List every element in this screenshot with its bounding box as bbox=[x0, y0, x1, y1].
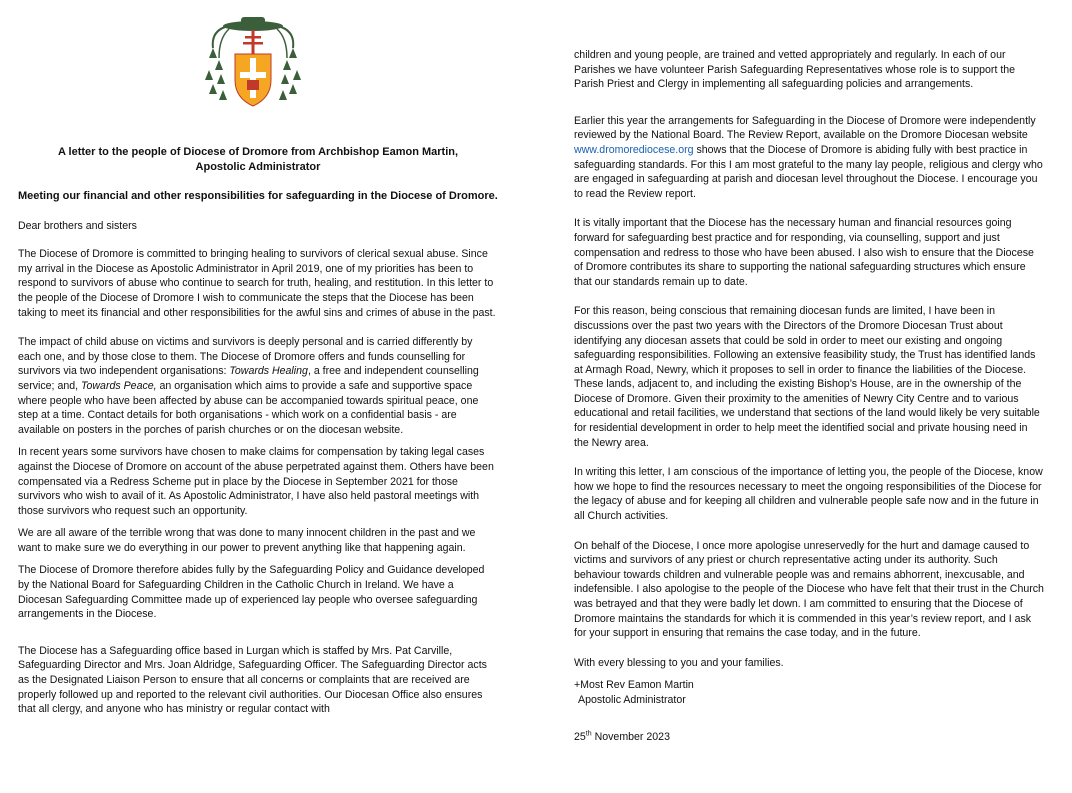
paragraph: In writing this letter, I am conscious of the importance of letting you, the people of the Diocese, know how we hope to find the resources necessary to meet the ongoing responsibilities of the Diocese for the legacy of abuse and for keeping all children and vulnerable people safe now and in the future in all Church activities. bbox=[574, 466, 1043, 523]
paragraph: children and young people, are trained and vetted appropriately and regularly. In each of our Parishes we have volunteer Parish Safeguarding Representatives whose role is to support the Parish Priest and Clergy in implementing all safeguarding policies and arrangements. bbox=[574, 49, 1016, 91]
letter-title: A letter to the people of Diocese of Dromore from Archbishop Eamon Martin, Apostolic Administrator bbox=[57, 146, 459, 173]
letter-subtitle: Meeting our financial and other responsibilities for safeguarding in the Diocese of Dromore. bbox=[18, 190, 498, 202]
paragraph: Earlier this year the arrangements for Safeguarding in the Diocese of Dromore were independently reviewed by the National Board. The Review Report, available on the Dromore Diocesan website www.dromorediocese.org shows that the Diocese of Dromore is abiding fully with best practice in safeguarding standards. For this I am most grateful to the many lay people, religious and clergy who are engaged in safeguarding at parish and diocesan level throughout the Diocese. I encourage you to read the Review report. bbox=[574, 114, 1043, 200]
signature-title: Apostolic Administrator bbox=[578, 693, 686, 706]
paragraph: The Diocese of Dromore is committed to bringing healing to survivors of clerical sexual abuse. Since my arrival in the Diocese as Apostolic Administrator in April 2019, one of my priorities has been to respond to survivors of abuse who continue to search for truth, healing, and restitution. In this letter to the people of the Diocese of Dromore I wish to communicate the steps that the Diocese has been taking to meet its financial and other responsibilities for the awful sins and crimes of abuse in the past. bbox=[18, 248, 496, 319]
paragraph: For this reason, being conscious that remaining diocesan funds are limited, I have been in discussions over the past two years with the Directors of the Dromore Diocesan Trust about identifying any diocesan assets that could be sold in order to meet our existing and ongoing safeguarding responsibilities. Following an extensive feasibility study, the Trust has identified lands at Armagh Road, Newry, which it proposes to sell in order to finance the liabilities of the Diocese. These lands, adjacent to, and including the existing Bishop’s House, are in the ownership of the Diocese of Dromore. Given their proximity to the amenities of Newry City Centre and to various educational and retail facilities, we understand that sections of the land would likely be very suitable for residential development in order to help meet the identified social and private housing need in the Newry area. bbox=[574, 305, 1040, 449]
salutation: Dear brothers and sisters bbox=[18, 219, 137, 232]
letter-right-column bbox=[574, 48, 1044, 744]
letter-date: 25th November 2023 bbox=[574, 730, 670, 743]
paragraph: The impact of child abuse on victims and survivors is deeply personal and is carried differently by each one, and by those close to them. The Diocese of Dromore offers and funds counselling for survivors via two independent organisations: Towards Healing, a free and independent counselling service; and, Towards Peace, an organisation which aims to provide a safe and supportive space where people who have been affected by abuse can be accompanied towards spiritual peace, one step at a time. Contact details for both organisations - which work on a confidential basis - are available on posters in the porches of parish churches or on the diocesan website. bbox=[18, 336, 479, 436]
paragraph: The Diocese has a Safeguarding office based in Lurgan which is staffed by Mrs. Pat Carville, Safeguarding Director and Mrs. Joan Aldridge, Safeguarding Officer. The Safeguarding Director acts as the Designated Liaison Person to ensure that all concerns or complaints that are received are properly followed up and reported to the relevant civil authorities. Our Diocesan Office also ensures that all clergy, and anyone who has ministry or regular contact with bbox=[18, 644, 487, 716]
archbishop-crest-icon bbox=[205, 14, 301, 114]
paragraph: On behalf of the Diocese, I once more apologise unreservedly for the hurt and damage caused to victims and survivors of any priest or church representative acting under its authority. Such behaviour towards children and vulnerable people was and remains abhorrent, inexcusable, and indefensible. I also apologise to the people of the Diocese who have felt that their trust in the Church was betrayed and that they were badly let down. I am committed to ensuring that the Diocese of Dromore maintains the standards for which it is commended in this year’s review report, and I ask for your support in ensuring that remains the case today, and in the future. bbox=[574, 539, 1044, 640]
letter-left-column bbox=[18, 145, 498, 717]
diocese-website-link[interactable]: www.dromorediocese.org bbox=[574, 143, 694, 156]
paragraph: We are all aware of the terrible wrong that was done to many innocent children in the past and we want to make sure we do everything in our power to prevent anything like that happening again. bbox=[18, 527, 476, 554]
paragraph: The Diocese of Dromore therefore abides fully by the Safeguarding Policy and Guidance developed by the National Board for Safeguarding Children in the Catholic Church in Ireland. We have a Diocesan Safeguarding Committee made up of experienced lay people who oversee safeguarding arrangements in the Diocese. bbox=[18, 564, 485, 621]
paragraph: In recent years some survivors have chosen to make claims for compensation by taking legal cases against the Diocese of Dromore on account of the abuse perpetrated against them. Others have been compensated via a Redress Scheme put in place by the Diocese in September 2021 for those survivors who wish to avail of it. As Apostolic Administrator, I have also held pastoral meetings with those survivors who request such an opportunity. bbox=[18, 446, 494, 517]
closing: With every blessing to you and your families. bbox=[574, 656, 784, 669]
signature-name: +Most Rev Eamon Martin bbox=[574, 679, 694, 692]
paragraph: It is vitally important that the Diocese has the necessary human and financial resources going forward for safeguarding best practice and for responding, via counselling, support and just compensation and redress to those who have been abused. I also wish to ensure that the Diocese of Dromore contributes its share to supporting the national safeguarding structures which ensure that our standards remain up to date. bbox=[574, 217, 1034, 288]
